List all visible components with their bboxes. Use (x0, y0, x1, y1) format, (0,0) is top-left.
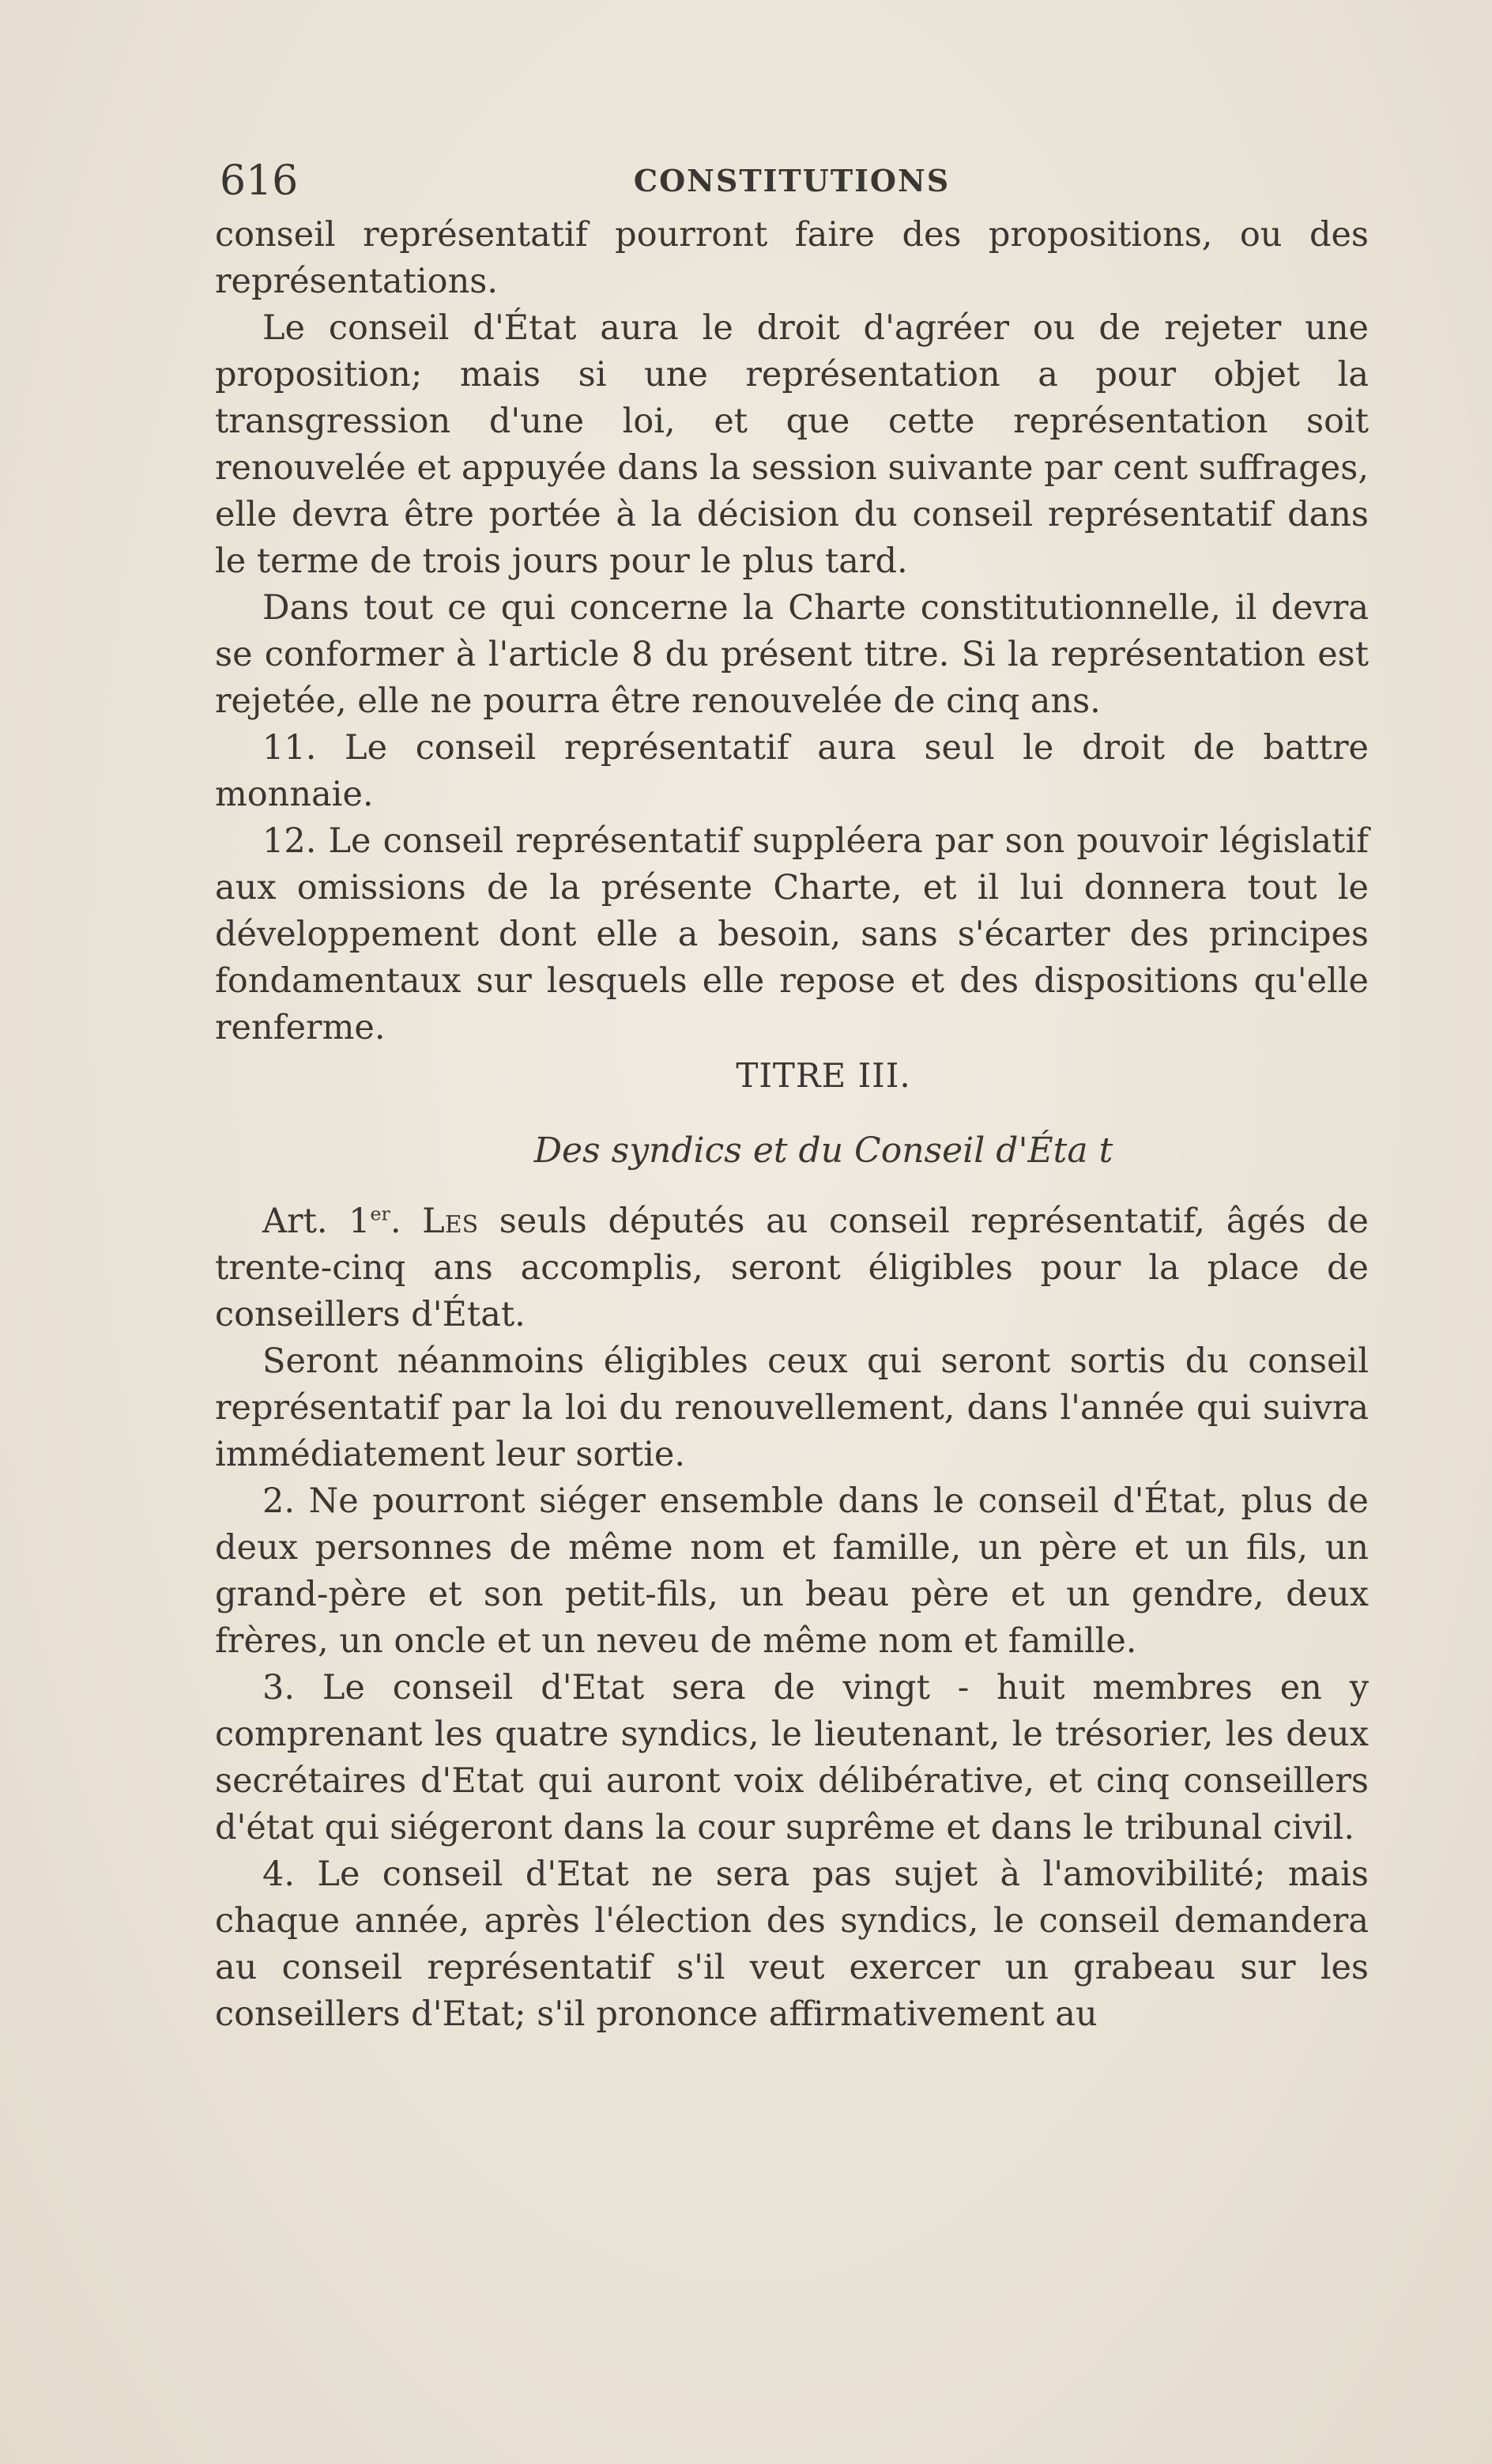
running-title: CONSTITUTIONS (633, 163, 951, 198)
paragraph: Dans tout ce qui concerne la Charte constitutionnelle, il devra se conformer à l'article 8 du présent titre. Si la représentation est rejetée, elle ne pourra être renouvelée de cinq ans. (215, 588, 1369, 721)
article-12: 12. Le conseil représentatif suppléera par son pouvoir législatif aux omissions de la présente Charte, et il lui donnera tout le développement dont elle a besoin, sans s'écarter des principes fondamentaux sur lesquels elle repose et des dispositions qu'elle renferme. (215, 821, 1369, 1047)
article-1-first-word: Les (422, 1202, 479, 1241)
page-number: 616 (220, 157, 299, 205)
article-11: 11. Le conseil représentatif aura seul le droit de battre monnaie. (215, 728, 1369, 814)
article-2: 2. Ne pourront siéger ensemble dans le conseil d'État, plus de deux personnes de même nom et famille, un père et un fils, un grand-père et son petit-fils, un beau père et un gendre, deux frères, un oncle et un neveu de même nom et famille. (215, 1481, 1369, 1661)
article-1 (215, 1198, 1369, 1338)
section-title: TITRE III. (736, 1056, 911, 1095)
paragraph: Seront néanmoins éligibles ceux qui seront sortis du conseil représentatif par la loi du renouvellement, dans l'année qui suivra immédiatement leur sortie. (215, 1341, 1369, 1474)
section-subtitle: Des syndics et du Conseil d'Éta t (533, 1130, 1113, 1171)
article-3: 3. Le conseil d'Etat sera de vingt - huit membres en y comprenant les quatre syndics, le lieutenant, le trésorier, les deux secrétaires d'Etat qui auront voix délibérative, et cinq conseillers d'état qui siégeront dans la cour suprême et dans le tribunal civil. (215, 1668, 1369, 1847)
article-1-number: Art. 1 (262, 1202, 371, 1241)
text-block (215, 150, 1369, 2038)
paragraph: conseil représentatif pourront faire des propositions, ou des représentations. (215, 215, 1369, 301)
running-head (215, 150, 1369, 212)
article-1-rest: seuls députés au conseil représentatif, âgés de trente-cinq ans accomplis, seront éligibles pour la place de conseillers d'État. (215, 1202, 1369, 1334)
article-1-superscript: er (370, 1202, 390, 1225)
paragraph: Le conseil d'État aura le droit d'agréer ou de rejeter une proposition; mais si une représentation a pour objet la transgression d'une loi, et que cette représentation soit renouvelée et appuyée dans la session suivante par cent suffrages, elle devra être portée à la décision du conseil représentatif dans le terme de trois jours pour le plus tard. (215, 308, 1369, 581)
article-4: 4. Le conseil d'Etat ne sera pas sujet à l'amovibilité; mais chaque année, après l'élection des syndics, le conseil demandera au conseil représentatif s'il veut exercer un grabeau sur les conseillers d'Etat; s'il prononce affirmativement au (215, 1855, 1369, 2034)
article-1-text: Art. 1er. Les seuls députés au conseil représentatif, âgés de trente-cinq ans accomplis, seront éligibles pour la place de conseillers d'État. (215, 1202, 1369, 1334)
body-text (215, 212, 1369, 2038)
